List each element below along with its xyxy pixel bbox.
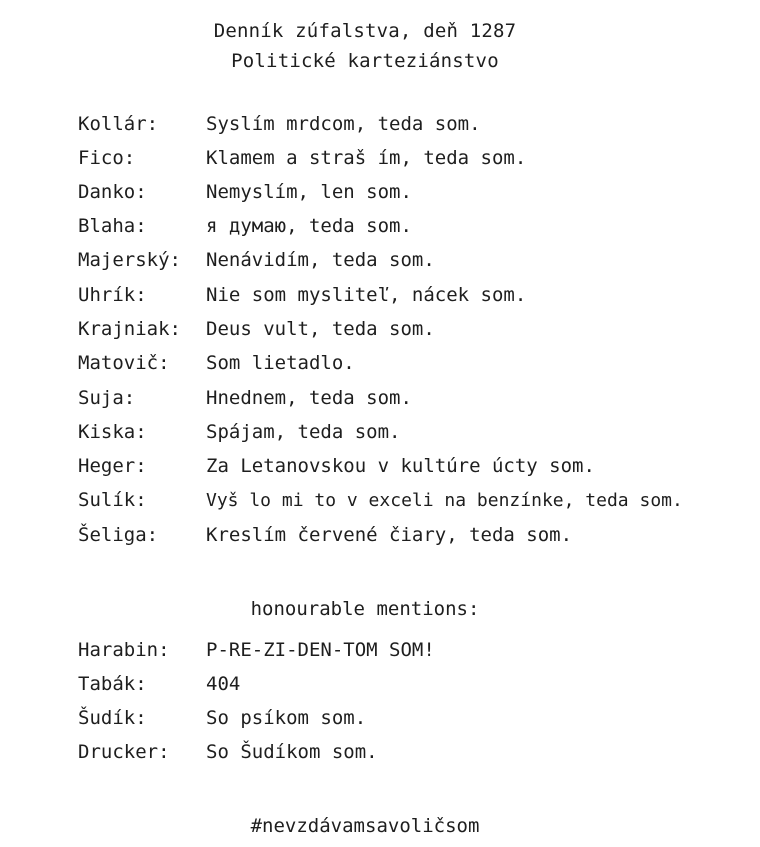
list-item: [78, 384, 412, 412]
list-item: [78, 704, 366, 732]
politician-name: Drucker:: [78, 741, 170, 763]
list-item: [78, 418, 400, 446]
politician-name: Šudík:: [78, 707, 147, 729]
list-item: [78, 110, 481, 138]
politician-quote: Syslím mrdcom, teda som.: [206, 113, 481, 135]
politician-quote: Za Letanovskou v kultúre úcty som.: [206, 455, 595, 477]
politician-quote: Som lietadlo.: [206, 352, 355, 374]
politician-name: Blaha:: [78, 215, 147, 237]
politician-quote: P-RE-ZI-DEN-TOM SOM!: [206, 639, 435, 661]
politician-name: Danko:: [78, 181, 147, 203]
politician-quote: Spájam, teda som.: [206, 421, 401, 443]
politician-name: Kollár:: [78, 113, 159, 135]
politician-name: Harabin:: [78, 639, 170, 661]
list-item: [78, 212, 412, 240]
politician-name: Tabák:: [78, 673, 147, 695]
politician-name: Heger:: [78, 455, 147, 477]
hashtag: #nevzdávamsavoličsom: [250, 815, 480, 837]
politician-quote: 404: [206, 673, 241, 695]
politician-quote: Nemyslím, len som.: [206, 181, 412, 203]
list-item: [78, 144, 526, 172]
politician-quote: So psíkom som.: [206, 707, 367, 729]
politician-name: Kiska:: [78, 421, 147, 443]
politician-name: Krajniak:: [78, 318, 181, 340]
list-item: [78, 670, 240, 698]
list-item: [78, 349, 355, 377]
politician-name: Fico:: [78, 147, 136, 169]
politician-quote: So Šudíkom som.: [206, 741, 378, 763]
politician-quote: Kreslím červené čiary, teda som.: [206, 524, 573, 546]
list-item: [78, 178, 412, 206]
list-item: [78, 521, 572, 549]
politician-quote: Deus vult, teda som.: [206, 318, 435, 340]
politician-name: Šeliga:: [78, 524, 159, 546]
politician-name: Matovič:: [78, 352, 170, 374]
politician-quote: Hnednem, teda som.: [206, 387, 412, 409]
list-item: [78, 246, 435, 274]
politician-name: Suja:: [78, 387, 136, 409]
list-item: [78, 738, 378, 766]
politician-name: Sulík:: [78, 489, 147, 511]
diary-subtitle: Politické karteziánstvo: [231, 50, 499, 72]
list-item: [78, 636, 435, 664]
diary-title: Denník zúfalstva, deň 1287: [213, 20, 517, 42]
politician-quote: Nie som mysliteľ, nácek som.: [206, 284, 527, 306]
list-item: [78, 452, 595, 480]
politician-quote: Vyš lo mi to v exceli na benzínke, teda som.: [206, 489, 683, 511]
list-item: [78, 315, 435, 343]
politician-name: Majerský:: [78, 249, 181, 271]
politician-name: Uhrík:: [78, 284, 147, 306]
list-item: [78, 486, 683, 514]
list-item: [78, 281, 526, 309]
honourable-mentions-heading: honourable mentions:: [250, 598, 480, 620]
politician-quote: я думаю, teda som.: [206, 215, 412, 237]
politician-quote: Nenávidím, teda som.: [206, 249, 435, 271]
politician-quote: Klamem a straš ím, teda som.: [206, 147, 527, 169]
